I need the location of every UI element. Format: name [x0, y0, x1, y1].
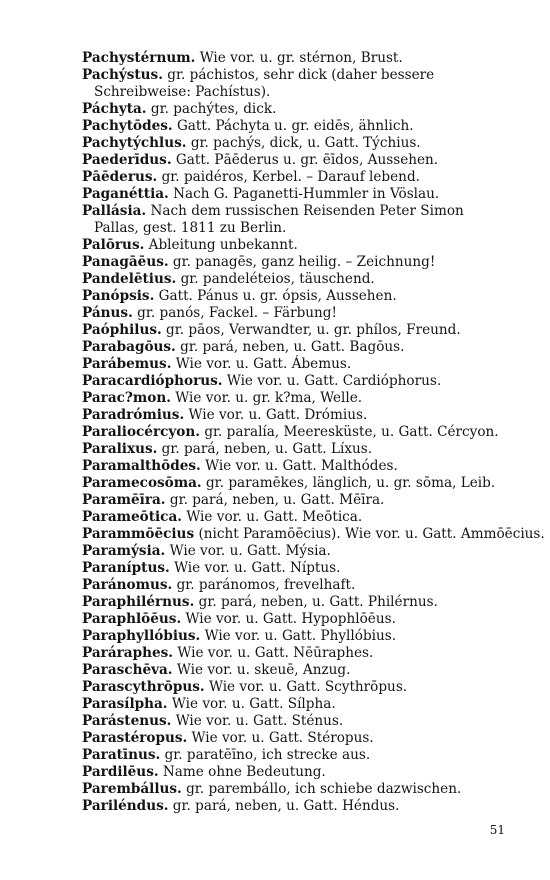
- dictionary-entry: [82, 50, 512, 67]
- entry-term: Paramecosōma.: [82, 475, 202, 491]
- dictionary-entry: [82, 305, 512, 322]
- entry-term: Palōrus.: [82, 237, 145, 253]
- dictionary-entry: [82, 611, 512, 628]
- entry-definition: gr. parembállo, ich schiebe dazwischen.: [186, 781, 462, 797]
- entry-term: Paratīnus.: [82, 747, 161, 763]
- dictionary-entry: [82, 696, 512, 713]
- dictionary-entry: [82, 543, 512, 560]
- entry-term: Parastéropus.: [82, 730, 188, 746]
- dictionary-entry: [82, 526, 545, 543]
- entry-term: Paraníptus.: [82, 560, 170, 576]
- entry-definition: gr. paidéros, Kerbel. – Darauf lebend.: [161, 169, 420, 185]
- entry-term: Pánus.: [82, 305, 133, 321]
- page-number: 51: [489, 823, 505, 837]
- dictionary-entry: [82, 730, 512, 747]
- dictionary-entry: [82, 713, 512, 730]
- entry-definition: Wie vor. u. Gatt. Drómius.: [188, 407, 368, 423]
- dictionary-entry: [82, 679, 512, 696]
- entry-definition: Wie vor. u. Gatt. Sténus.: [175, 713, 344, 729]
- entry-definition: Wie vor. u. Gatt. Nēūraphes.: [177, 645, 374, 661]
- dictionary-entry: [82, 322, 512, 339]
- entry-definition: gr. pará, neben, u. Gatt. Bagōus.: [180, 339, 405, 355]
- dictionary-entry: [82, 339, 512, 356]
- entry-term: Parabagōus.: [82, 339, 176, 355]
- dictionary-entry: [82, 101, 512, 118]
- entry-term: Paráraphes.: [82, 645, 174, 661]
- dictionary-entry: [82, 441, 512, 458]
- entry-definition: Wie vor. u. gr. stérnon, Brust.: [199, 50, 403, 66]
- entry-term: Páchyta.: [82, 101, 147, 117]
- entry-definition: Name ohne Bedeutung.: [162, 764, 326, 780]
- entry-definition: Wie vor. u. Gatt. Scythrōpus.: [208, 679, 408, 695]
- entry-term: Paramalthōdes.: [82, 458, 201, 474]
- entry-term: Paracardióphorus.: [82, 373, 223, 389]
- dictionary-entry: [82, 135, 512, 152]
- dictionary-entry: [82, 594, 512, 611]
- entry-term: Parástenus.: [82, 713, 172, 729]
- dictionary-entry: [82, 186, 512, 203]
- dictionary-entry: [82, 475, 512, 492]
- entry-term: Pallásia.: [82, 203, 147, 219]
- dictionary-entry: [82, 798, 512, 815]
- entry-term: Paraphlōēus.: [82, 611, 182, 627]
- entry-definition: gr. pachýs, dick, u. Gatt. Týchius.: [190, 135, 421, 151]
- entry-term: Parembállus.: [82, 781, 182, 797]
- dictionary-entry: [82, 764, 512, 781]
- dictionary-entry: [82, 645, 512, 662]
- dictionary-entry: [82, 407, 512, 424]
- dictionary-entry: [82, 390, 512, 407]
- entry-term: Parac?mon.: [82, 390, 171, 406]
- entry-definition: gr. paramēkes, länglich, u. gr. sōma, Leib.: [205, 475, 496, 491]
- entry-term: Paederīdus.: [82, 152, 172, 168]
- entry-term: Parasílpha.: [82, 696, 168, 712]
- entry-definition: Wie vor. u. Gatt. Phyllóbius.: [204, 628, 397, 644]
- entry-term: Pachytōdes.: [82, 118, 173, 134]
- entry-definition: gr. paránomos, frevelhaft.: [176, 577, 356, 593]
- entry-definition: gr. pará, neben, u. Gatt. Héndus.: [172, 798, 400, 814]
- entry-term: Parascythrōpus.: [82, 679, 205, 695]
- dictionary-entry: [82, 356, 512, 373]
- entry-definition: gr. pará, neben, u. Gatt. Mēīra.: [169, 492, 385, 508]
- entry-definition: gr. pandeléteios, täuschend.: [180, 271, 375, 287]
- entry-definition: Wie vor. u. Gatt. Hypophlōēus.: [185, 611, 396, 627]
- entry-definition: gr. pará, neben, u. Gatt. Líxus.: [161, 441, 373, 457]
- entry-definition: Gatt. Pāēderus u. gr. ēīdos, Aussehen.: [175, 152, 439, 168]
- entry-definition: Gatt. Páchyta u. gr. eidēs, ähnlich.: [176, 118, 414, 134]
- entry-term: Pāēderus.: [82, 169, 158, 185]
- dictionary-entry-list: [82, 50, 545, 815]
- dictionary-entry: [82, 203, 512, 237]
- dictionary-entry: [82, 628, 512, 645]
- entry-definition: Wie vor. u. Gatt. Ábemus.: [175, 356, 352, 372]
- dictionary-entry: [82, 373, 512, 390]
- entry-term: Pachýstus.: [82, 67, 163, 83]
- dictionary-entry: [82, 254, 512, 271]
- entry-term: Paraschēva.: [82, 662, 173, 678]
- entry-term: Parábemus.: [82, 356, 172, 372]
- entry-definition: Gatt. Pánus u. gr. ópsis, Aussehen.: [158, 288, 397, 304]
- entry-definition: Wie vor. u. Gatt. Sílpha.: [171, 696, 336, 712]
- entry-definition: gr. panós, Fackel. – Färbung!: [137, 305, 337, 321]
- entry-definition: Wie vor. u. Gatt. Mýsia.: [169, 543, 331, 559]
- dictionary-entry: [82, 781, 512, 798]
- entry-definition: Wie vor. u. skeuē, Anzug.: [176, 662, 351, 678]
- entry-definition: gr. páchistos, sehr dick (daher bessere Schreibweise: Pachístus).: [94, 67, 435, 100]
- dictionary-entry: [82, 458, 512, 475]
- entry-term: Pariléndus.: [82, 798, 169, 814]
- entry-term: Paóphilus.: [82, 322, 162, 338]
- entry-term: Paganéttia.: [82, 186, 169, 202]
- entry-term: Parammōēcius: [82, 526, 195, 542]
- dictionary-entry: [82, 560, 512, 577]
- dictionary-entry: [82, 424, 512, 441]
- dictionary-entry: [82, 662, 512, 679]
- dictionary-entry: [82, 67, 512, 101]
- entry-term: Paraliocércyon.: [82, 424, 200, 440]
- dictionary-entry: [82, 492, 512, 509]
- dictionary-entry: [82, 271, 512, 288]
- entry-term: Pachytýchlus.: [82, 135, 187, 151]
- entry-definition: Wie vor. u. Gatt. Meōtica.: [186, 509, 363, 525]
- dictionary-entry: [82, 577, 512, 594]
- dictionary-entry: [82, 747, 512, 764]
- dictionary-entry: [82, 152, 512, 169]
- entry-definition: Wie vor. u. Gatt. Malthódes.: [205, 458, 398, 474]
- entry-definition: gr. pachýtes, dick.: [150, 101, 277, 117]
- entry-definition: (nicht Paramōēcius). Wie vor. u. Gatt. Ammōēcius.: [198, 526, 545, 542]
- entry-term: Panópsis.: [82, 288, 155, 304]
- entry-term: Paradrómius.: [82, 407, 185, 423]
- dictionary-entry: [82, 118, 512, 135]
- entry-definition: gr. pāos, Verwandter, u. gr. phílos, Freund.: [166, 322, 461, 338]
- entry-term: Pandelētius.: [82, 271, 177, 287]
- entry-term: Panagāēus.: [82, 254, 169, 270]
- dictionary-entry: [82, 237, 512, 254]
- entry-definition: gr. paralía, Meeresküste, u. Gatt. Cércyon.: [204, 424, 499, 440]
- entry-definition: Nach dem russischen Reisenden Peter Simon Pallas, gest. 1811 zu Berlin.: [94, 203, 464, 236]
- entry-term: Paramýsia.: [82, 543, 166, 559]
- entry-definition: Wie vor. u. Gatt. Níptus.: [174, 560, 341, 576]
- dictionary-entry: [82, 288, 512, 305]
- entry-definition: Wie vor. u. gr. k?ma, Welle.: [175, 390, 363, 406]
- entry-term: Pachystérnum.: [82, 50, 196, 66]
- entry-definition: Wie vor. u. Gatt. Cardióphorus.: [226, 373, 442, 389]
- entry-definition: gr. paratēīno, ich strecke aus.: [164, 747, 371, 763]
- dictionary-entry: [82, 169, 512, 186]
- entry-term: Paramēīra.: [82, 492, 166, 508]
- entry-definition: Nach G. Paganetti-Hummler in Vöslau.: [173, 186, 440, 202]
- entry-term: Parameōtica.: [82, 509, 182, 525]
- entry-term: Pardilēus.: [82, 764, 159, 780]
- entry-definition: gr. pará, neben, u. Gatt. Philérnus.: [198, 594, 438, 610]
- entry-term: Paralixus.: [82, 441, 158, 457]
- entry-definition: gr. panagēs, ganz heilig. – Zeichnung!: [172, 254, 436, 270]
- dictionary-entry: [82, 509, 512, 526]
- entry-definition: Ableitung unbekannt.: [148, 237, 298, 253]
- entry-term: Paránomus.: [82, 577, 173, 593]
- entry-term: Paraphyllóbius.: [82, 628, 201, 644]
- entry-definition: Wie vor. u. Gatt. Stéropus.: [191, 730, 374, 746]
- entry-term: Paraphilérnus.: [82, 594, 195, 610]
